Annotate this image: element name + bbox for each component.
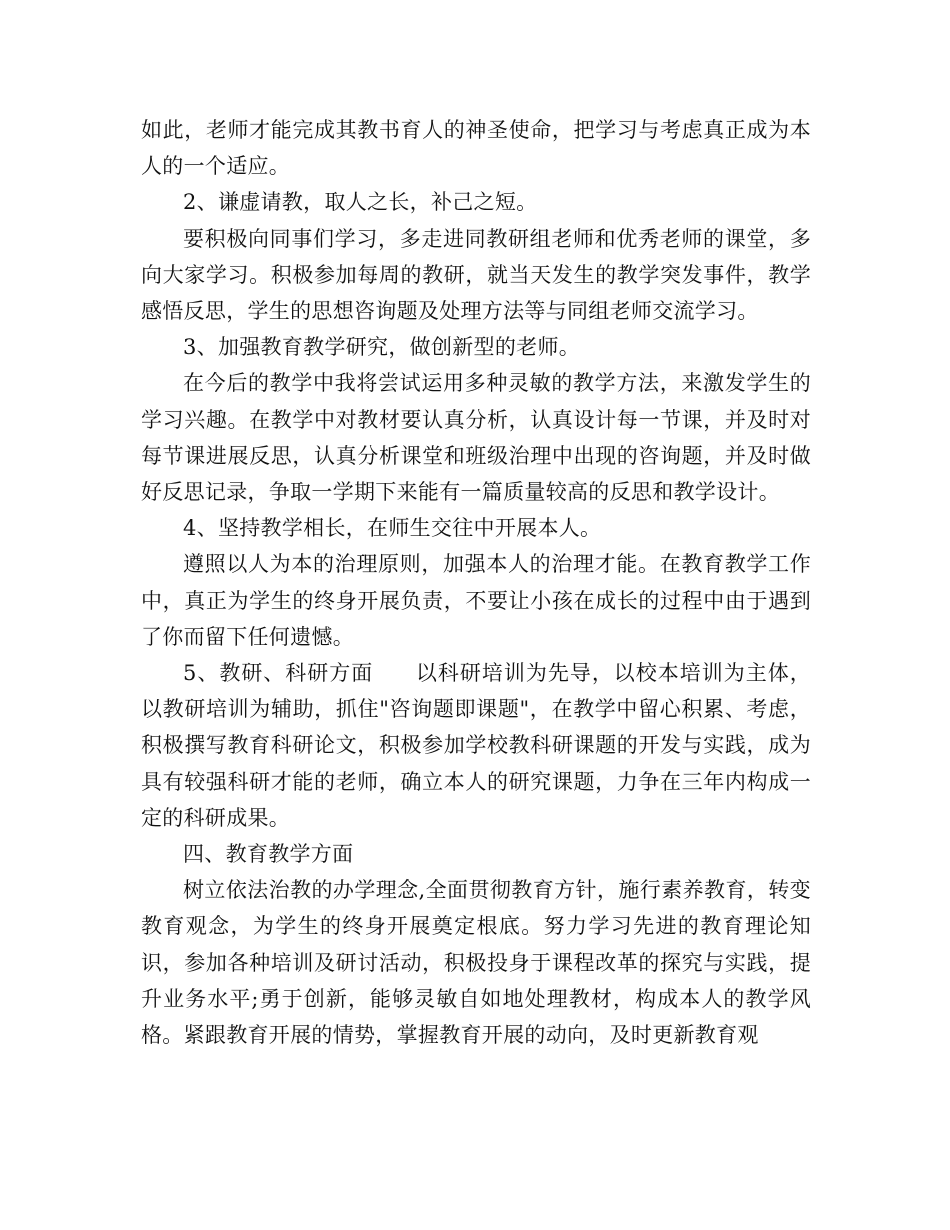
- paragraph-education-teaching: 树立依法治教的办学理念,全面贯彻教育方针，施行素养教育，转变教育观念，为学生的终身开展奠定根底。努力学习先进的教育理论知识，参加各种培训及研讨活动，积极投身于课程改革的探究与实践，提升业务水平;勇于创新，能够灵敏自如地处理教材，构成本人的教学风格。紧跟教育开展的情势，掌握教育开展的动向，及时更新教育观: [141, 878, 811, 1048]
- paragraph-continuation: 如此，老师才能完成其教书育人的神圣使命，把学习与考虑真正成为本人的一个适应。: [141, 118, 811, 179]
- paragraph-management: 遵照以人为本的治理原则，加强本人的治理才能。在教育教学工作中，真正为学生的终身开展负责，不要让小孩在成长的过程中由于遇到了你而留下任何遗憾。: [141, 552, 811, 649]
- heading-item-4: 4、坚持教学相长，在师生交往中开展本人。: [183, 516, 602, 541]
- section-heading-four: 四、教育教学方面: [183, 842, 354, 867]
- heading-item-3: 3、加强教育教学研究，做创新型的老师。: [183, 335, 581, 360]
- paragraph-research-content: 以科研培训为先导，以校本培训为主体，以教研培训为辅助，抓住"咨询题即课题"，在教学中留心积累、考虑，积极撰写教育科研论文，积极参加学校教科研课题的开发与实践，成为具有较强科研才能的老师，确立本人的研究课题，力争在三年内构成一定的科研成果。: [141, 661, 812, 830]
- heading-item-2: 2、谦虚请教，取人之长，补己之短。: [183, 190, 538, 215]
- paragraph-item-5: [141, 655, 811, 836]
- paragraph-learn-from-colleagues: 要积极向同事们学习，多走进同教研组老师和优秀老师的课堂，多向大家学习。积极参加每周的教研，就当天发生的教学突发事件，教学感悟反思，学生的思想咨询题及处理方法等与同组老师交流学习。: [141, 226, 811, 324]
- paragraph-teaching-research: 在今后的教学中我将尝试运用多种灵敏的教学方法，来激发学生的学习兴趣。在教学中对教材要认真分析，认真设计每一节课，并及时对每节课进展反思，认真分析课堂和班级治理中出现的咨询题，并及时做好反思记录，争取一学期下来能有一篇质量较高的反思和教学设计。: [141, 371, 811, 505]
- heading-item-5: 5、教研、科研方面: [183, 661, 374, 686]
- document-body: [141, 112, 811, 1053]
